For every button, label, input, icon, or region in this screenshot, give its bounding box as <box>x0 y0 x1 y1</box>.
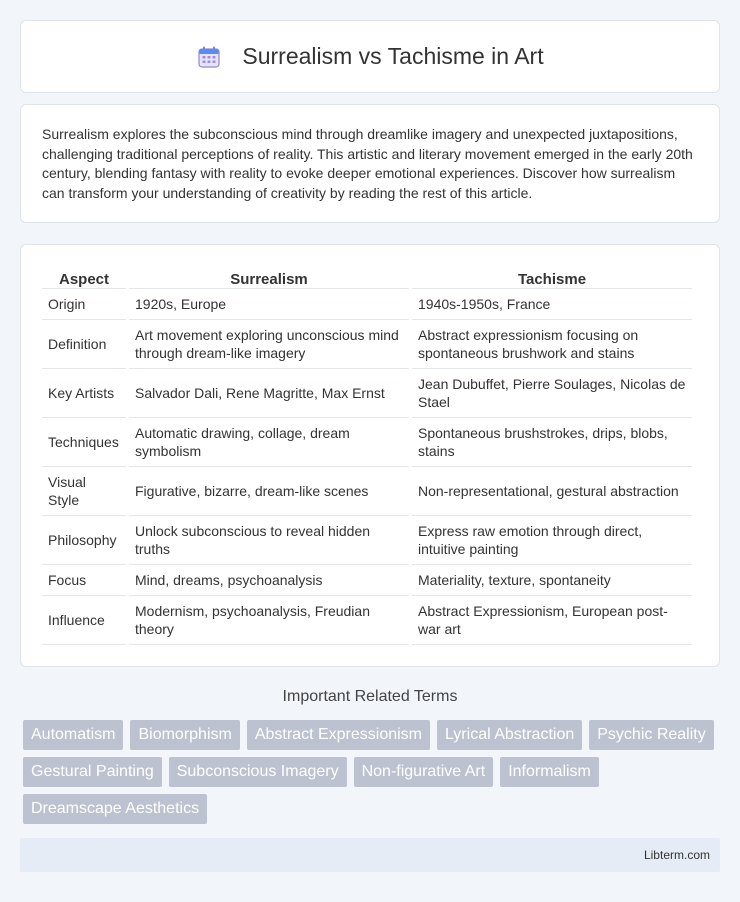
table-row <box>42 467 692 516</box>
surrealism-cell: Mind, dreams, psychoanalysis <box>129 565 409 596</box>
aspect-cell: Philosophy <box>42 516 126 565</box>
surrealism-cell: Modernism, psychoanalysis, Freudian theory <box>129 596 409 645</box>
surrealism-cell: 1920s, Europe <box>129 289 409 320</box>
tachisme-cell: Non-representational, gestural abstraction <box>412 467 692 516</box>
surrealism-cell: Salvador Dali, Rene Magritte, Max Ernst <box>129 369 409 418</box>
tachisme-cell: Materiality, texture, spontaneity <box>412 565 692 596</box>
header-surrealism: Surrealism <box>129 265 409 289</box>
tachisme-cell: Abstract Expressionism, European post-war art <box>412 596 692 645</box>
term-tag[interactable]: Dreamscape Aesthetics <box>23 794 207 824</box>
table-row <box>42 596 692 645</box>
tachisme-cell: 1940s-1950s, France <box>412 289 692 320</box>
surrealism-cell: Automatic drawing, collage, dream symbolism <box>129 418 409 467</box>
surrealism-cell: Unlock subconscious to reveal hidden truths <box>129 516 409 565</box>
page-title: Surrealism vs Tachisme in Art <box>242 43 544 69</box>
term-tag[interactable]: Abstract Expressionism <box>247 720 430 750</box>
table-row <box>42 516 692 565</box>
calendar-icon <box>196 44 222 70</box>
aspect-cell: Focus <box>42 565 126 596</box>
term-tag[interactable]: Non-figurative Art <box>354 757 494 787</box>
tachisme-cell: Spontaneous brushstrokes, drips, blobs, stains <box>412 418 692 467</box>
tachisme-cell: Express raw emotion through direct, intuitive painting <box>412 516 692 565</box>
title-card <box>20 20 720 93</box>
footer-site-link[interactable]: Libterm.com <box>643 848 710 862</box>
related-terms-list <box>23 720 723 824</box>
term-tag[interactable]: Informalism <box>500 757 599 787</box>
surrealism-cell: Art movement exploring unconscious mind through dream-like imagery <box>129 320 409 369</box>
header-tachisme: Tachisme <box>412 265 692 289</box>
aspect-cell: Techniques <box>42 418 126 467</box>
aspect-cell: Origin <box>42 289 126 320</box>
surrealism-cell: Figurative, bizarre, dream-like scenes <box>129 467 409 516</box>
table-row <box>42 289 692 320</box>
tachisme-cell: Abstract expressionism focusing on spontaneous brushwork and stains <box>412 320 692 369</box>
tachisme-cell: Jean Dubuffet, Pierre Soulages, Nicolas de Stael <box>412 369 692 418</box>
term-tag[interactable]: Gestural Painting <box>23 757 162 787</box>
aspect-cell: Visual Style <box>42 467 126 516</box>
comparison-table <box>39 265 695 645</box>
intro-card <box>20 104 720 223</box>
aspect-cell: Definition <box>42 320 126 369</box>
term-tag[interactable]: Automatism <box>23 720 123 750</box>
table-row <box>42 369 692 418</box>
intro-paragraph: Surrealism explores the subconscious mind through dreamlike imagery and unexpected juxtapositions, challenging traditional perceptions of reality. This artistic and literary movement emerged in the early 20th century, blending fantasy with reality to evoke deeper emotional experiences. Discover how surrealism can transform your understanding of creativity by reading the rest of this article. <box>42 126 693 201</box>
term-tag[interactable]: Psychic Reality <box>589 720 713 750</box>
table-row <box>42 320 692 369</box>
table-header-row <box>42 265 692 289</box>
term-tag[interactable]: Subconscious Imagery <box>169 757 347 787</box>
aspect-cell: Influence <box>42 596 126 645</box>
footer <box>20 838 720 872</box>
term-tag[interactable]: Biomorphism <box>130 720 239 750</box>
table-row <box>42 418 692 467</box>
comparison-card <box>20 244 720 667</box>
term-tag[interactable]: Lyrical Abstraction <box>437 720 582 750</box>
header-aspect: Aspect <box>42 265 126 289</box>
aspect-cell: Key Artists <box>42 369 126 418</box>
table-row <box>42 565 692 596</box>
related-terms-heading: Important Related Terms <box>282 688 458 705</box>
